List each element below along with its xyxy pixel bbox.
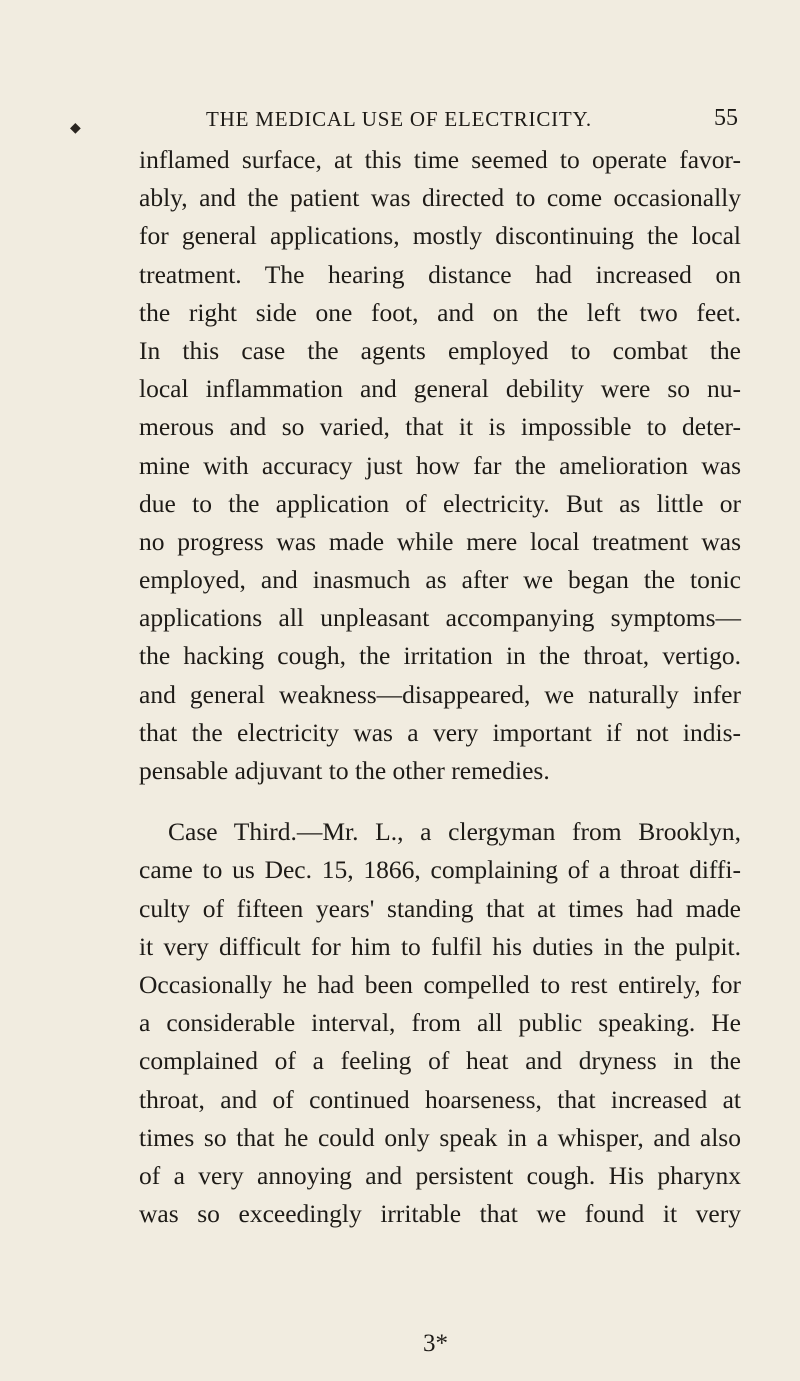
paragraph-2 xyxy=(139,813,741,1233)
text-line: for general applications, mostly discontinuing the local xyxy=(139,221,741,251)
text-line: of a very annoying and persistent cough. His pharynx xyxy=(139,1160,741,1190)
text-line: complained of a feeling of heat and dryness in the xyxy=(139,1046,741,1076)
text-line: due to the application of electricity. But as little or xyxy=(139,488,741,518)
text-line: mine with accuracy just how far the amelioration was xyxy=(139,450,741,480)
text-line: Occasionally he had been compelled to rest entirely, for xyxy=(139,969,741,999)
text-line: it very difficult for him to fulfil his duties in the pulpit. xyxy=(139,931,741,961)
text-line: local inflammation and general debility were so nu- xyxy=(139,374,741,404)
text-line: merous and so varied, that it is impossible to deter- xyxy=(139,412,741,442)
text-line: culty of fifteen years' standing that at times had made xyxy=(139,893,741,923)
paragraph-gap xyxy=(139,790,741,813)
text-line: that the electricity was a very important if not indis- xyxy=(139,717,741,747)
text-line: the hacking cough, the irritation in the throat, vertigo. xyxy=(139,641,741,671)
paragraph-1 xyxy=(139,141,741,790)
margin-mark: ◆ xyxy=(70,120,81,136)
text-line: times so that he could only speak in a whisper, and also xyxy=(139,1122,741,1152)
text-line: came to us Dec. 15, 1866, complaining of a throat diffi- xyxy=(139,855,741,885)
running-title: THE MEDICAL USE OF ELECTRICITY. xyxy=(206,107,592,131)
text-line: In this case the agents employed to combat the xyxy=(139,335,741,365)
text-line: pensable adjuvant to the other remedies. xyxy=(139,756,550,785)
text-line: Case Third.—Mr. L., a clergyman from Brooklyn, xyxy=(168,817,741,847)
text-line: throat, and of continued hoarseness, that increased at xyxy=(139,1084,741,1114)
page-number: 55 xyxy=(714,105,738,131)
running-head xyxy=(206,107,738,137)
text-line: a considerable interval, from all public speaking. He xyxy=(139,1008,741,1038)
text-line: applications all unpleasant accompanying symptoms— xyxy=(139,603,741,633)
text-line: inflamed surface, at this time seemed to operate favor- xyxy=(139,145,741,174)
text-line: was so exceedingly irritable that we found it very xyxy=(139,1199,741,1229)
text-line: no progress was made while mere local treatment was xyxy=(139,526,741,556)
signature-mark: 3* xyxy=(423,1330,448,1357)
text-line: employed, and inasmuch as after we began the tonic xyxy=(139,565,741,595)
text-line: and general weakness—disappeared, we naturally infer xyxy=(139,679,741,709)
text-line: the right side one foot, and on the left two feet. xyxy=(139,297,741,327)
body-text xyxy=(139,141,741,1233)
text-line: treatment. The hearing distance had increased on xyxy=(139,259,741,289)
text-line: ably, and the patient was directed to come occasionally xyxy=(139,183,741,213)
